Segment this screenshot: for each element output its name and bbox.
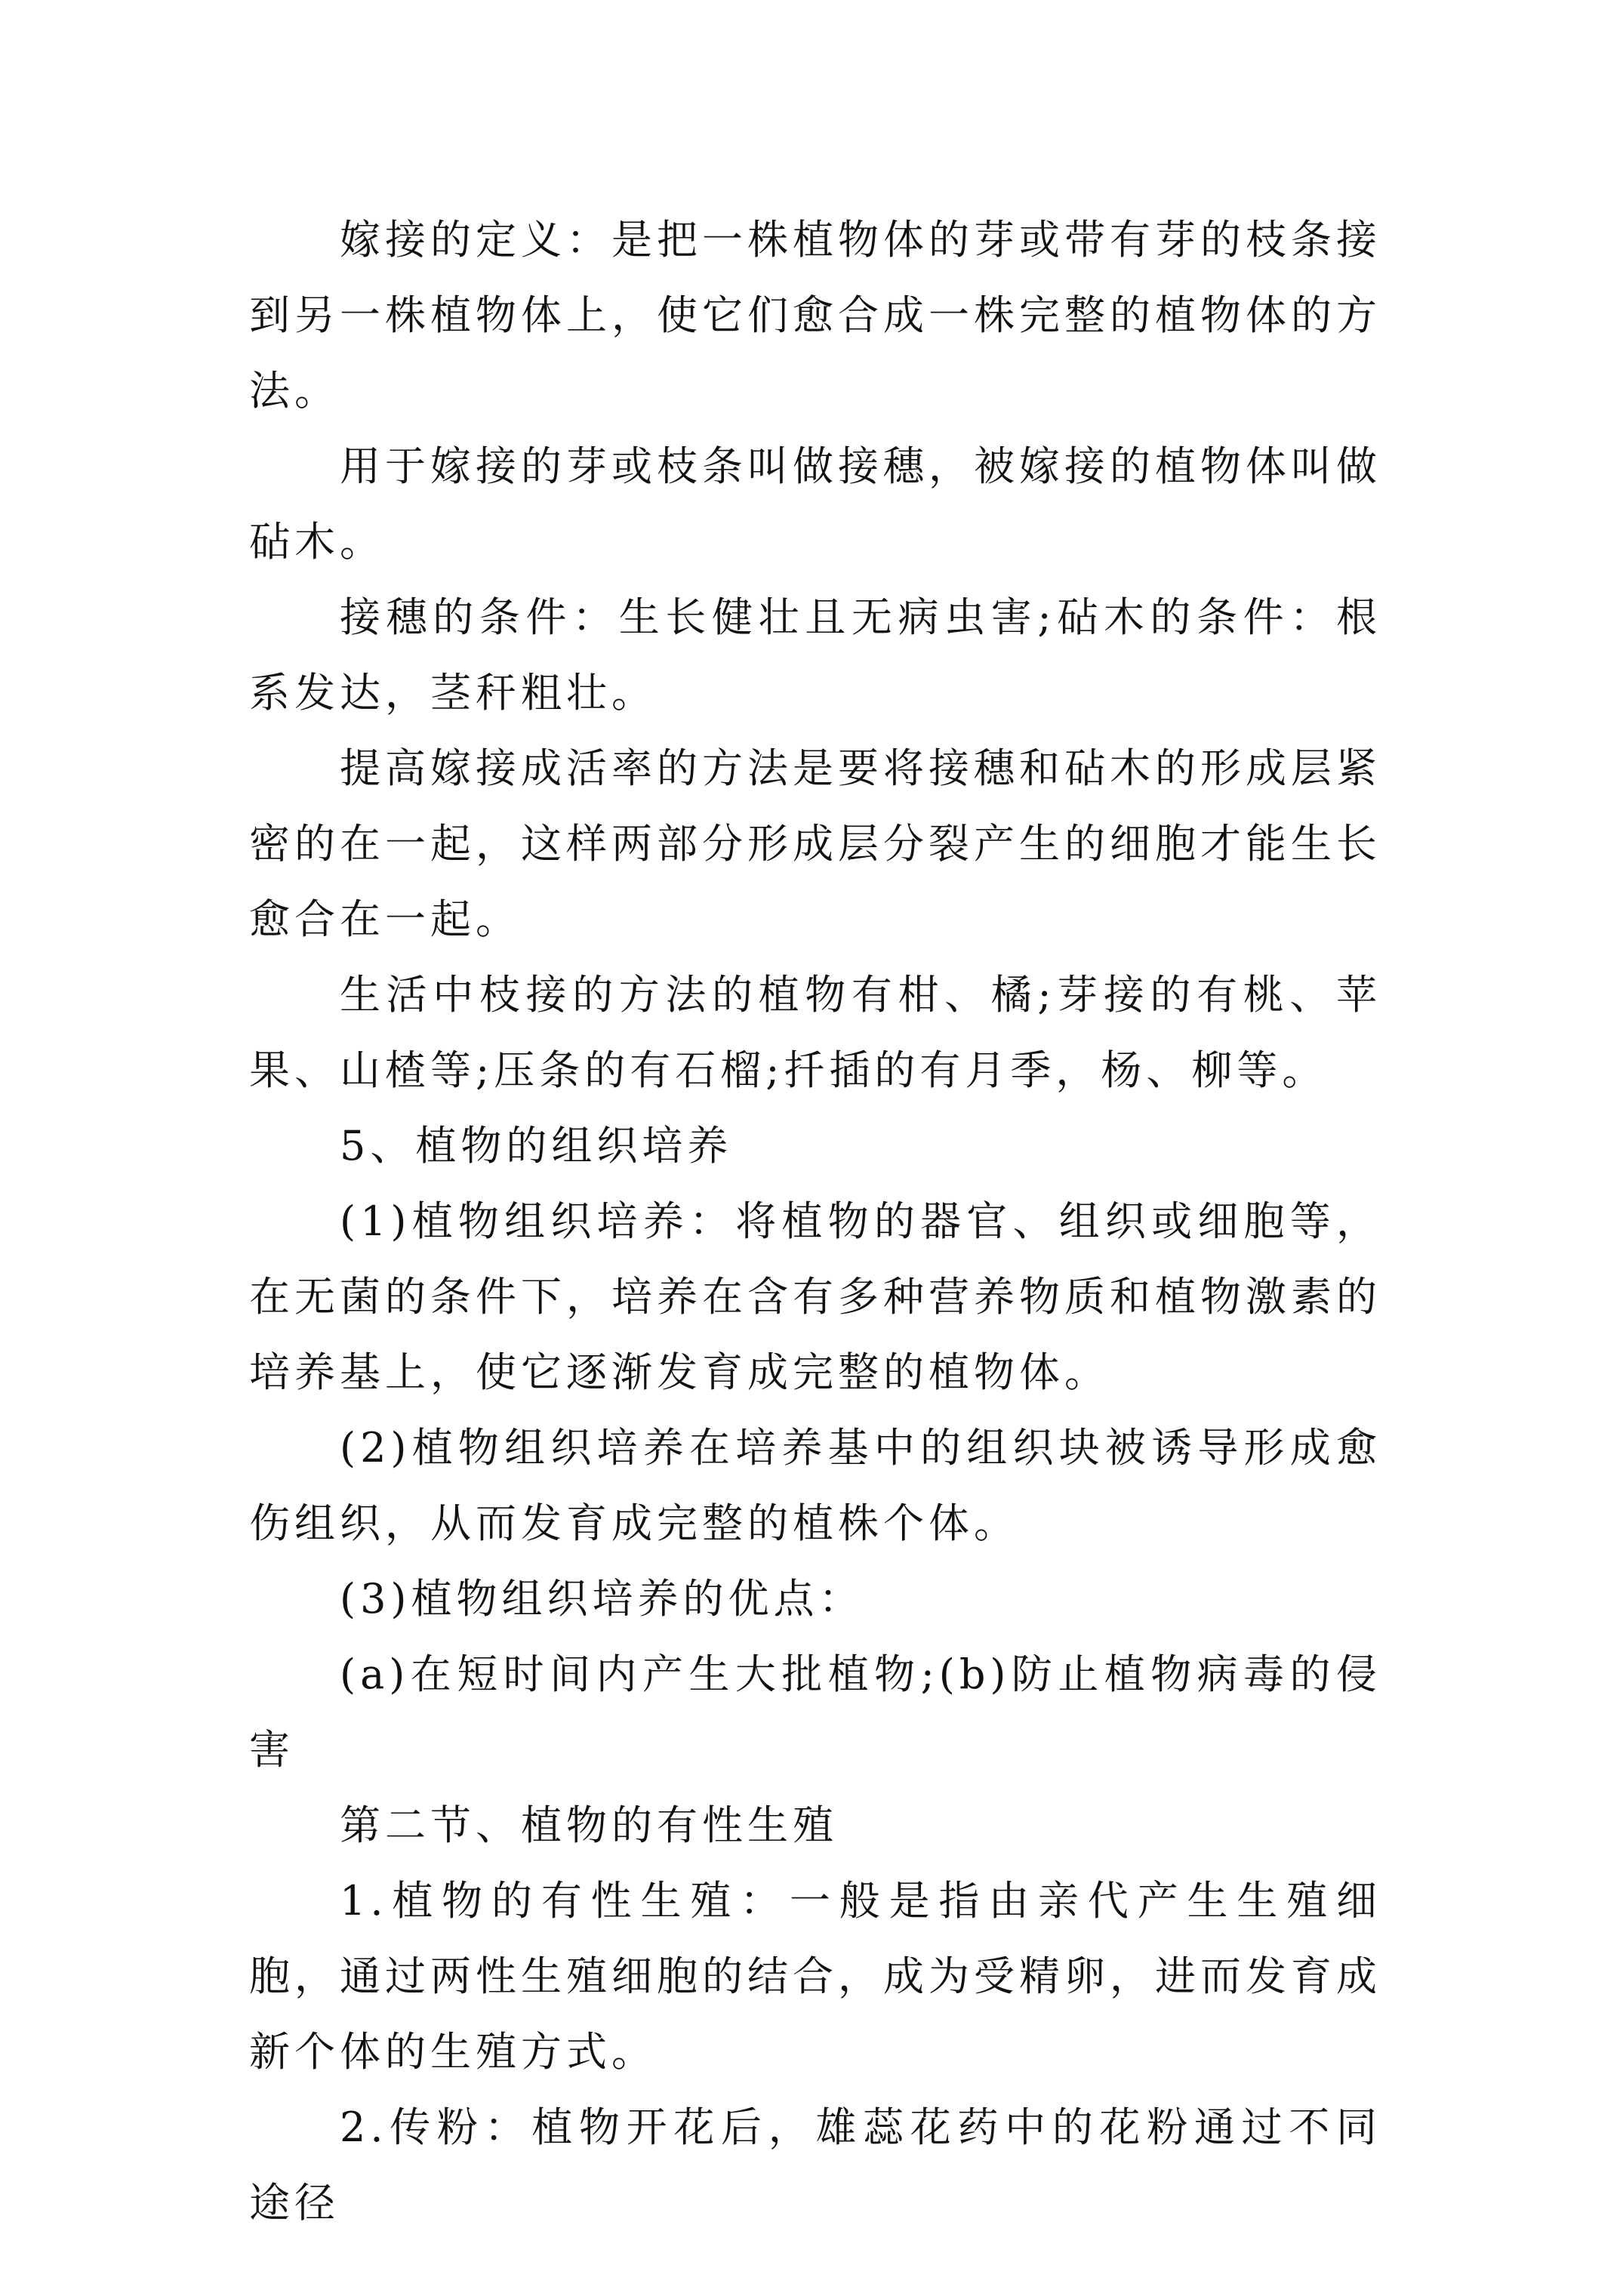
paragraph-advantages-heading: (3)植物组织培养的优点： [340, 1575, 864, 1623]
section-heading-sexual-reproduction: 第二节、植物的有性生殖 [340, 1801, 838, 1849]
paragraph-grafting-definition: 嫁接的定义：是把一株植物体的芽或带有芽的枝条接到另一株植物体上，使它们愈合成一株完整的植物体的方法。 [249, 216, 1381, 415]
paragraph-sexual-reproduction-definition: 1.植物的有性生殖：一般是指由亲代产生生殖细胞，通过两性生殖细胞的结合，成为受精卵，进而发育成新个体的生殖方式。 [249, 1877, 1381, 2076]
paragraph-conditions: 接穗的条件：生长健壮且无病虫害;砧木的条件：根系发达，茎秆粗壮。 [249, 593, 1381, 717]
document-body [249, 202, 1381, 2241]
paragraph-survival-method: 提高嫁接成活率的方法是要将接穗和砧木的形成层紧密的在一起，这样两部分形成层分裂产生的细胞才能生长愈合在一起。 [249, 744, 1381, 943]
paragraph-tissue-culture-definition: (1)植物组织培养：将植物的器官、组织或细胞等，在无菌的条件下，培养在含有多种营养物质和植物激素的培养基上，使它逐渐发育成完整的植物体。 [249, 1197, 1381, 1396]
section-heading-tissue-culture: 5、植物的组织培养 [340, 1122, 733, 1170]
paragraph-callus: (2)植物组织培养在培养基中的组织块被诱导形成愈伤组织，从而发育成完整的植株个体。 [249, 1424, 1381, 1547]
paragraph-examples: 生活中枝接的方法的植物有柑、橘;芽接的有桃、苹果、山楂等;压条的有石榴;扦插的有月季，杨、柳等。 [249, 971, 1381, 1094]
paragraph-scion-rootstock: 用于嫁接的芽或枝条叫做接穗，被嫁接的植物体叫做砧木。 [249, 442, 1381, 566]
paragraph-pollination: 2.传粉：植物开花后，雄蕊花药中的花粉通过不同途径 [249, 2103, 1381, 2227]
paragraph-advantages-list: (a)在短时间内产生大批植物;(b)防止植物病毒的侵害 [249, 1650, 1381, 1774]
